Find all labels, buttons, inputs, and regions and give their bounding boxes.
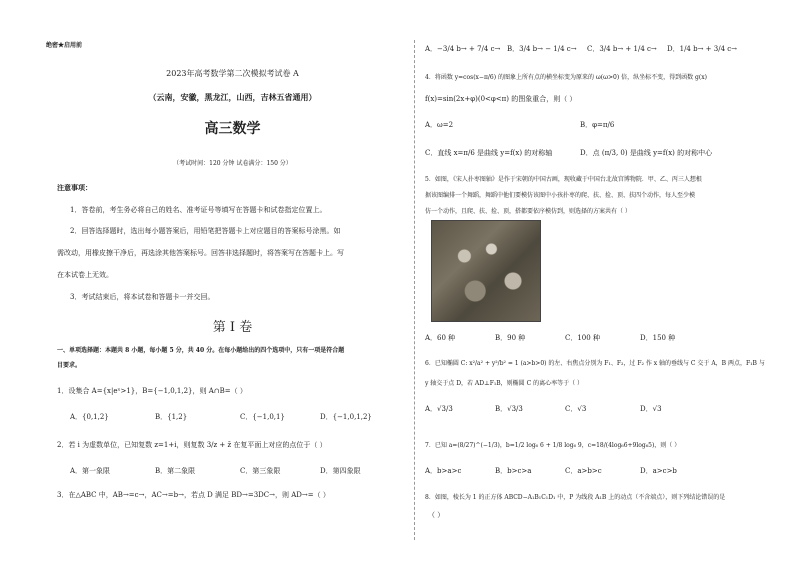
- q4-stem: 4．将函数 y=cos(x−π/6) 的图象上所有点的横坐标变为原来的 ω(ω>0) 倍，纵坐标不变，得到函数 g(x): [425, 74, 707, 81]
- q6-stem-cont: y 轴交于点 D，若 AD⊥F₁B，则椭圆 C 的离心率等于（ ）: [425, 380, 583, 387]
- section-title: 第 I 卷: [212, 320, 253, 335]
- q5-stem-cont: 据该图编排一个舞蹈，舞蹈中他们要模仿该图中小孩扑枣的爬、扶、捡、顶、扶四个动作，每人至少模: [425, 192, 696, 199]
- q4-option-a: A．ω=2: [425, 121, 454, 129]
- q1-option-a: A．{0,1,2}: [70, 413, 109, 421]
- q7-option-a: A．b>a>c: [425, 467, 462, 475]
- q5-option-c: C．100 种: [565, 334, 600, 342]
- section-instructions-cont: 目要求。: [57, 362, 82, 369]
- q1-option-d: D．{−1,0,1,2}: [320, 413, 372, 421]
- q2-option-d: D．第四象限: [320, 467, 361, 475]
- q5-option-a: A．60 种: [425, 334, 456, 342]
- q6-option-d: D．√3: [640, 405, 662, 413]
- confidential-label: 绝密★启用前: [46, 42, 83, 49]
- song-painting-image: [431, 220, 541, 322]
- q5-stem-end: 仿一个动作，且爬、扶、捡、顶，搭都要依序模仿到，则选择的方案共有（ ）: [425, 208, 631, 215]
- exam-title: 2023年高考数学第二次模拟考试卷 A: [166, 69, 299, 78]
- q2-option-c: C．第三象限: [240, 467, 281, 475]
- note-2-end: 在本试卷上无效。: [57, 271, 113, 279]
- q3-option-a: A．−3/4 b→ + 7/4 c→: [425, 45, 501, 53]
- q3-stem: 3．在△ABC 中，AB→=c→，AC→=b→，若点 D 满足 BD→=3DC→，则 AD→=（ ）: [57, 491, 330, 499]
- q7-option-b: B．b>c>a: [495, 467, 532, 475]
- exam-info: （考试时间：120 分钟 试卷满分：150 分）: [173, 160, 292, 167]
- q6-option-b: B．√3/3: [495, 405, 523, 413]
- q4-option-d: D．点 (π/3, 0) 是曲线 y=f(x) 的对称中心: [580, 149, 713, 157]
- notes-title: 注意事项：: [57, 183, 92, 192]
- q8-stem: 8．如图，棱长为 1 的正方体 ABCD−A₁B₁C₁D₁ 中，P 为线段 A₁B 上的动点（不含端点），则下列结论错误的是: [425, 494, 726, 501]
- q4-option-b: B．φ=π/6: [580, 121, 615, 129]
- section-instructions: 一、单项选择题：本题共 8 小题，每小题 5 分，共 40 分。在每小题给出的四个选项中，只有一项是符合题: [57, 347, 345, 354]
- right-column: [425, 0, 765, 562]
- q2-option-b: B．第二象限: [155, 467, 196, 475]
- q1-stem: 1．设集合 A={x|eˣ>1}，B={−1,0,1,2}，则 A∩B=（ ）: [57, 387, 247, 395]
- q8-stem-cont: （ ）: [428, 511, 445, 519]
- q7-option-c: C．a>b>c: [565, 467, 602, 475]
- q1-option-b: B．{1,2}: [155, 413, 188, 421]
- q3-option-b: B．3/4 b→ − 1/4 c→: [507, 45, 577, 53]
- note-2: 2．回答选择题时，选出每小题答案后，用铅笔把答题卡上对应题目的答案标号涂黑。如: [70, 227, 341, 235]
- q7-option-d: D．a>c>b: [640, 467, 677, 475]
- q4-stem-cont: f(x)=sin(2x+φ)(0<φ<π) 的图象重合，则（ ）: [425, 95, 577, 103]
- q7-stem: 7．已知 a=(8/27)^(−1/3)，b=1/2 log₆ 6 + 1/8 log₆ 9，c=18/(4log₆6+9log₆5)，则（ ）: [425, 442, 681, 449]
- q6-option-c: C．√3: [565, 405, 587, 413]
- column-divider: [414, 40, 415, 540]
- q4-option-c: C．直线 x=π/6 是曲线 y=f(x) 的对称轴: [425, 149, 553, 157]
- subject-title: 高三数学: [204, 121, 261, 137]
- note-3: 3．考试结束后，将本试卷和答题卡一并交回。: [70, 293, 215, 301]
- q1-option-c: C．{−1,0,1}: [240, 413, 285, 421]
- q2-option-a: A．第一象限: [70, 467, 111, 475]
- q5-option-b: B．90 种: [495, 334, 526, 342]
- note-1: 1．答卷前，考生务必将自己的姓名、准考证号等填写在答题卡和试卷指定位置上。: [70, 206, 327, 214]
- note-2-cont: 需改动，用橡皮擦干净后，再选涂其他答案标号。回答非选择题时，将答案写在答题卡上。写: [57, 249, 344, 257]
- regions-subtitle: （云南，安徽，黑龙江，山西，吉林五省通用）: [148, 92, 317, 102]
- q6-stem: 6．已知椭圆 C: x²/a² + y²/b² = 1 (a>b>0) 的左、右焦点分别为 F₁、F₂，过 F₂ 作 x 轴的垂线与 C 交于 A，B 两点，F₁B 与: [425, 360, 765, 367]
- q6-option-a: A．√3/3: [425, 405, 453, 413]
- q2-stem: 2．若 i 为虚数单位，已知复数 z=1+i，则复数 3/z + z̄ 在复平面上对应的点位于（ ）: [57, 441, 327, 449]
- left-column: [46, 0, 405, 562]
- q3-option-c: C．3/4 b→ + 1/4 c→: [587, 45, 657, 53]
- q5-stem: 5．如图，《宋人扑枣图轴》是作于宋朝的中国古画，现收藏于中国台北故宫博物院．甲、乙、丙三人想根: [425, 176, 702, 183]
- q3-option-d: D．1/4 b→ + 3/4 c→: [667, 45, 738, 53]
- q5-option-d: D．150 种: [640, 334, 676, 342]
